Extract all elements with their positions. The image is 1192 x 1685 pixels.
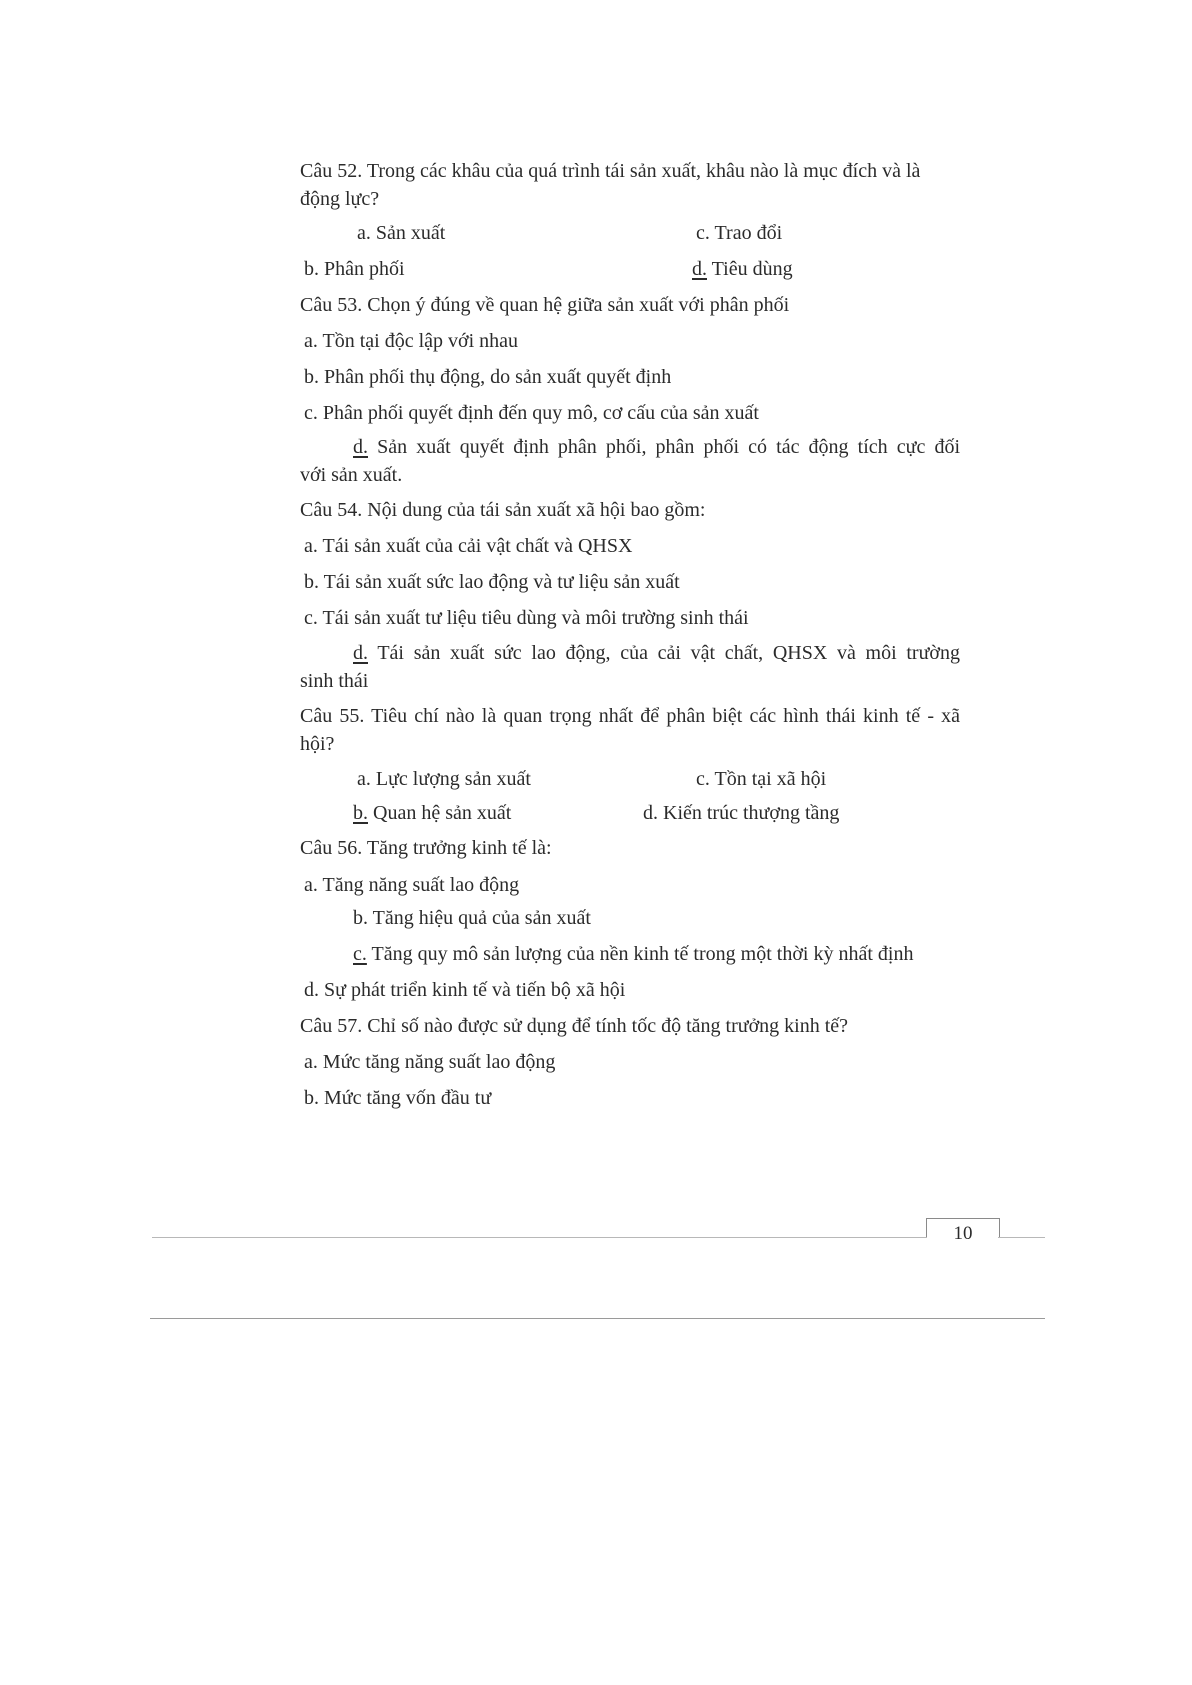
q52-stem-line1: Câu 52. Trong các khâu của quá trình tái sản xuất, khâu nào là mục đích và là [300, 160, 921, 182]
q54-option-c: c. Tái sản xuất tư liệu tiêu dùng và môi trường sinh thái [304, 607, 749, 629]
page-number: 10 [953, 1223, 973, 1244]
q56-option-a: a. Tăng năng suất lao động [304, 874, 520, 896]
q54-option-d [353, 640, 960, 666]
q54-option-d-line2: sinh thái [300, 670, 369, 692]
q52-option-d-text: Tiêu dùng [707, 258, 793, 280]
q54-stem: Câu 54. Nội dung của tái sản xuất xã hội bao gồm: [300, 499, 706, 521]
q55-stem-line2: hội? [300, 733, 335, 755]
q55-stem-line1: Câu 55. Tiêu chí nào là quan trọng nhất để phân biệt các hình thái kinh tế - xã [300, 705, 960, 727]
q56-option-b: b. Tăng hiệu quả của sản xuất [353, 907, 591, 929]
q56-stem: Câu 56. Tăng trưởng kinh tế là: [300, 837, 552, 859]
q53-option-a: a. Tồn tại độc lập với nhau [304, 330, 519, 352]
q56-answer-mark: c. [353, 943, 367, 965]
q52-option-b: b. Phân phối [304, 258, 405, 280]
q55-option-b [353, 800, 511, 826]
footer-rule-right [998, 1237, 1045, 1238]
q53-stem: Câu 53. Chọn ý đúng về quan hệ giữa sản xuất với phân phối [300, 294, 790, 316]
q55-option-b-text: Quan hệ sản xuất [368, 802, 512, 824]
q52-option-a: a. Sản xuất [357, 222, 446, 244]
footer-rule-left [152, 1237, 927, 1238]
q57-stem: Câu 57. Chỉ số nào được sử dụng để tính tốc độ tăng trưởng kinh tế? [300, 1015, 849, 1037]
q55-option-c: c. Tồn tại xã hội [696, 768, 827, 790]
q57-option-b: b. Mức tăng vốn đầu tư [304, 1087, 492, 1109]
q57-option-a: a. Mức tăng năng suất lao động [304, 1051, 556, 1073]
q52-option-c: c. Trao đổi [696, 222, 783, 244]
q53-answer-mark: d. [353, 436, 368, 458]
q53-option-d-line2: với sản xuất. [300, 464, 403, 486]
bottom-divider [150, 1318, 1045, 1319]
q54-option-a: a. Tái sản xuất của cải vật chất và QHSX [304, 535, 633, 557]
q56-option-d: d. Sự phát triển kinh tế và tiến bộ xã hội [304, 979, 626, 1001]
q52-option-d [692, 256, 793, 282]
q53-option-b: b. Phân phối thụ động, do sản xuất quyết định [304, 366, 672, 388]
q53-option-c: c. Phân phối quyết định đến quy mô, cơ cấu của sản xuất [304, 402, 759, 424]
q53-option-d-text: Sản xuất quyết định phân phối, phân phối có tác động tích cực đối [368, 436, 960, 458]
q56-option-c-text: Tăng quy mô sản lượng của nền kinh tế trong một thời kỳ nhất định [366, 943, 914, 965]
q55-option-d: d. Kiến trúc thượng tầng [643, 802, 840, 824]
q54-option-b: b. Tái sản xuất sức lao động và tư liệu sản xuất [304, 571, 680, 593]
q54-option-d-text: Tái sản xuất sức lao động, của cải vật chất, QHSX và môi trường [368, 642, 960, 664]
q56-option-c [353, 941, 913, 967]
q54-answer-mark: d. [353, 642, 368, 664]
q52-answer-mark: d. [692, 258, 707, 280]
q52-stem-line2: động lực? [300, 188, 380, 210]
q55-answer-mark: b. [353, 802, 368, 824]
q55-option-a: a. Lực lượng sản xuất [357, 768, 531, 790]
q53-option-d [353, 434, 960, 460]
page-number-box [926, 1218, 1000, 1244]
